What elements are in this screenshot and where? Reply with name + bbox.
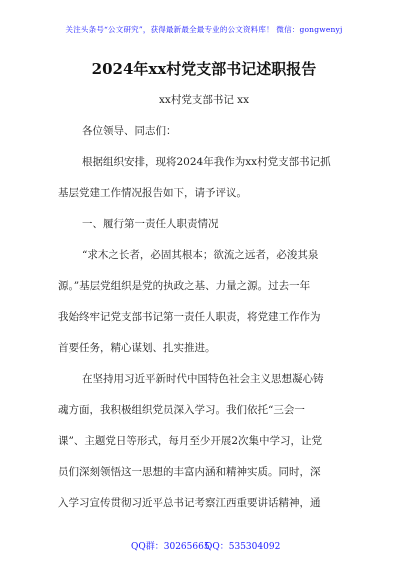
- document-title: 2024年xx村党支部书记述职报告: [91, 60, 317, 78]
- header-promo-note: 关注头条号“公文研究”，获得最新最全最专业的公文资料库！ 微信：gongwenyj: [65, 25, 343, 34]
- qq-group-number: QQ群：30265665: [131, 542, 210, 552]
- author-line: xx村党支部书记 xx: [158, 94, 250, 106]
- qq-number: QQ：535304092: [205, 542, 281, 552]
